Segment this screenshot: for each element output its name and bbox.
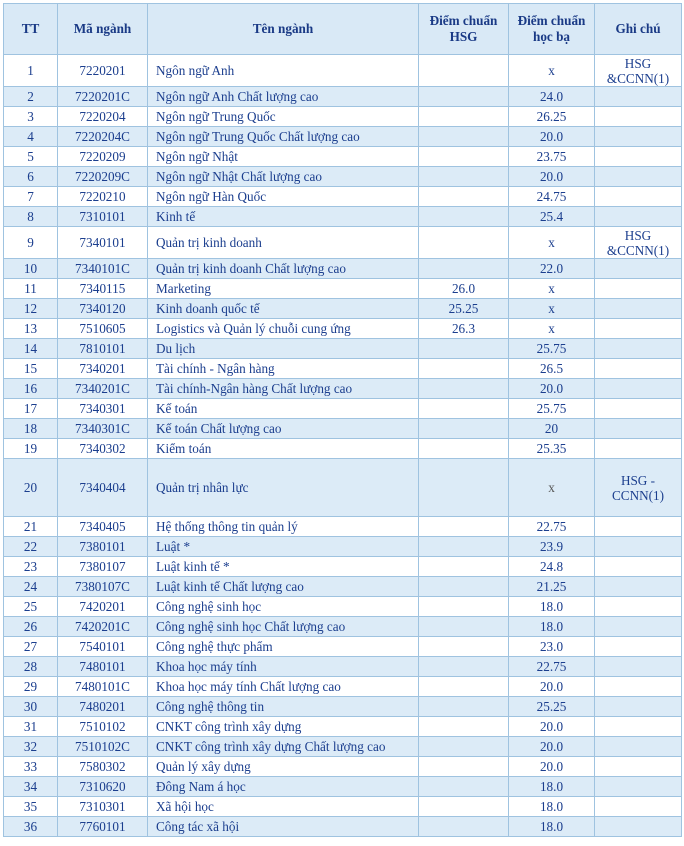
cell-diem-hsg: [419, 637, 509, 657]
cell-ma-nganh: 7380101: [58, 537, 148, 557]
cell-tt: 6: [4, 167, 58, 187]
cell-diem-hoc-ba: 24.0: [509, 87, 595, 107]
cell-diem-hsg: [419, 517, 509, 537]
cell-tt: 25: [4, 597, 58, 617]
cell-ghi-chu: [595, 797, 682, 817]
cell-diem-hsg: [419, 717, 509, 737]
cell-ghi-chu: HSG &CCNN(1): [595, 55, 682, 87]
cell-diem-hoc-ba: 18.0: [509, 797, 595, 817]
table-row: [4, 557, 682, 577]
cell-diem-hsg: [419, 557, 509, 577]
cell-diem-hsg: [419, 817, 509, 837]
cell-ten-nganh: Kiểm toán: [148, 439, 419, 459]
header-ten-nganh: Tên ngành: [148, 4, 419, 55]
cell-ten-nganh: Ngôn ngữ Trung Quốc: [148, 107, 419, 127]
header-row: [4, 4, 682, 55]
cell-tt: 13: [4, 319, 58, 339]
cell-diem-hoc-ba: 20.0: [509, 379, 595, 399]
cell-tt: 17: [4, 399, 58, 419]
cell-ten-nganh: Hệ thống thông tin quản lý: [148, 517, 419, 537]
cell-ten-nganh: Ngôn ngữ Trung Quốc Chất lượng cao: [148, 127, 419, 147]
table-row: [4, 597, 682, 617]
cell-diem-hoc-ba: x: [509, 299, 595, 319]
cell-diem-hsg: [419, 537, 509, 557]
cell-ghi-chu: [595, 697, 682, 717]
cell-diem-hsg: [419, 617, 509, 637]
cell-diem-hoc-ba: 20: [509, 419, 595, 439]
cell-diem-hoc-ba: 20.0: [509, 167, 595, 187]
cell-ma-nganh: 7510605: [58, 319, 148, 339]
cell-diem-hsg: [419, 379, 509, 399]
cell-ten-nganh: Công nghệ sinh học Chất lượng cao: [148, 617, 419, 637]
cell-tt: 31: [4, 717, 58, 737]
cell-tt: 20: [4, 459, 58, 517]
cell-diem-hsg: [419, 127, 509, 147]
cell-diem-hoc-ba: x: [509, 55, 595, 87]
cell-tt: 34: [4, 777, 58, 797]
cell-diem-hoc-ba: 23.75: [509, 147, 595, 167]
cell-diem-hsg: [419, 167, 509, 187]
table-row: [4, 697, 682, 717]
cell-ma-nganh: 7340101C: [58, 259, 148, 279]
table-row: [4, 717, 682, 737]
table-row: [4, 617, 682, 637]
cell-diem-hoc-ba: 20.0: [509, 127, 595, 147]
cell-tt: 14: [4, 339, 58, 359]
cell-ghi-chu: [595, 439, 682, 459]
cell-tt: 9: [4, 227, 58, 259]
cell-ghi-chu: [595, 259, 682, 279]
cell-ma-nganh: 7310301: [58, 797, 148, 817]
cell-diem-hoc-ba: x: [509, 227, 595, 259]
table-row: [4, 167, 682, 187]
cell-diem-hoc-ba: 25.75: [509, 399, 595, 419]
cell-ten-nganh: Marketing: [148, 279, 419, 299]
cell-ghi-chu: [595, 299, 682, 319]
cell-diem-hsg: [419, 207, 509, 227]
cell-tt: 24: [4, 577, 58, 597]
cell-ten-nganh: Kinh doanh quốc tế: [148, 299, 419, 319]
cell-diem-hoc-ba: 20.0: [509, 677, 595, 697]
cell-diem-hsg: [419, 797, 509, 817]
cell-diem-hsg: [419, 737, 509, 757]
cell-ma-nganh: 7220209C: [58, 167, 148, 187]
table-body: [4, 55, 682, 837]
cell-diem-hsg: [419, 419, 509, 439]
cell-ten-nganh: Luật *: [148, 537, 419, 557]
table-row: [4, 737, 682, 757]
table-row: [4, 459, 682, 517]
cell-diem-hsg: [419, 187, 509, 207]
cell-diem-hsg: [419, 757, 509, 777]
table-row: [4, 207, 682, 227]
cell-ma-nganh: 7310620: [58, 777, 148, 797]
cell-tt: 2: [4, 87, 58, 107]
cell-ten-nganh: Đông Nam á học: [148, 777, 419, 797]
cell-diem-hsg: [419, 439, 509, 459]
cell-ten-nganh: Kế toán: [148, 399, 419, 419]
cell-ma-nganh: 7340201C: [58, 379, 148, 399]
cell-ghi-chu: HSG - CCNN(1): [595, 459, 682, 517]
cell-diem-hsg: 25.25: [419, 299, 509, 319]
cell-tt: 12: [4, 299, 58, 319]
cell-ten-nganh: Khoa học máy tính: [148, 657, 419, 677]
table-row: [4, 379, 682, 399]
cell-ghi-chu: [595, 167, 682, 187]
cell-ghi-chu: [595, 597, 682, 617]
table-row: [4, 259, 682, 279]
cell-ghi-chu: [595, 359, 682, 379]
cell-ghi-chu: [595, 399, 682, 419]
cell-ma-nganh: 7510102C: [58, 737, 148, 757]
cell-diem-hoc-ba: 20.0: [509, 717, 595, 737]
table-row: [4, 517, 682, 537]
cell-tt: 23: [4, 557, 58, 577]
cell-diem-hsg: [419, 87, 509, 107]
table-row: [4, 227, 682, 259]
cell-ghi-chu: [595, 777, 682, 797]
cell-ten-nganh: Kinh tế: [148, 207, 419, 227]
cell-tt: 11: [4, 279, 58, 299]
table-row: [4, 577, 682, 597]
cell-ghi-chu: [595, 577, 682, 597]
cell-ghi-chu: [595, 617, 682, 637]
table-row: [4, 279, 682, 299]
cell-ma-nganh: 7340404: [58, 459, 148, 517]
cell-ghi-chu: [595, 637, 682, 657]
cell-ten-nganh: Khoa học máy tính Chất lượng cao: [148, 677, 419, 697]
cell-ghi-chu: HSG &CCNN(1): [595, 227, 682, 259]
cell-ma-nganh: 7340302: [58, 439, 148, 459]
cell-diem-hoc-ba: 18.0: [509, 817, 595, 837]
cell-tt: 35: [4, 797, 58, 817]
cell-ma-nganh: 7480101C: [58, 677, 148, 697]
cell-tt: 5: [4, 147, 58, 167]
cell-ghi-chu: [595, 207, 682, 227]
table-row: [4, 657, 682, 677]
cell-diem-hsg: [419, 777, 509, 797]
cell-diem-hoc-ba: 24.75: [509, 187, 595, 207]
cell-ma-nganh: 7220210: [58, 187, 148, 207]
cell-ten-nganh: CNKT công trình xây dựng: [148, 717, 419, 737]
table-row: [4, 319, 682, 339]
cell-ten-nganh: Ngôn ngữ Nhật: [148, 147, 419, 167]
cell-ma-nganh: 7220201: [58, 55, 148, 87]
cell-ten-nganh: Quản trị kinh doanh: [148, 227, 419, 259]
table-row: [4, 817, 682, 837]
cell-diem-hoc-ba: x: [509, 319, 595, 339]
cell-diem-hoc-ba: 25.35: [509, 439, 595, 459]
cell-ma-nganh: 7540101: [58, 637, 148, 657]
cell-ma-nganh: 7340115: [58, 279, 148, 299]
cell-ghi-chu: [595, 717, 682, 737]
cell-diem-hoc-ba: 25.4: [509, 207, 595, 227]
cell-diem-hoc-ba: 22.75: [509, 657, 595, 677]
cell-ghi-chu: [595, 379, 682, 399]
table-row: [4, 187, 682, 207]
cell-diem-hoc-ba: 25.25: [509, 697, 595, 717]
cell-diem-hoc-ba: 22.0: [509, 259, 595, 279]
cell-tt: 21: [4, 517, 58, 537]
header-ghi-chu: Ghi chú: [595, 4, 682, 55]
cell-ghi-chu: [595, 537, 682, 557]
cell-tt: 33: [4, 757, 58, 777]
cell-ma-nganh: 7480201: [58, 697, 148, 717]
cell-ghi-chu: [595, 147, 682, 167]
table-row: [4, 777, 682, 797]
cell-ma-nganh: 7340301C: [58, 419, 148, 439]
cell-ma-nganh: 7760101: [58, 817, 148, 837]
cell-tt: 3: [4, 107, 58, 127]
cell-ghi-chu: [595, 657, 682, 677]
cell-tt: 29: [4, 677, 58, 697]
cell-ma-nganh: 7810101: [58, 339, 148, 359]
cell-ten-nganh: Quản lý xây dựng: [148, 757, 419, 777]
cell-tt: 1: [4, 55, 58, 87]
cell-diem-hoc-ba: 21.25: [509, 577, 595, 597]
cell-ghi-chu: [595, 677, 682, 697]
cell-tt: 15: [4, 359, 58, 379]
cell-ten-nganh: Luật kinh tế Chất lượng cao: [148, 577, 419, 597]
header-ma-nganh: Mã ngành: [58, 4, 148, 55]
cell-ten-nganh: Công nghệ thực phẩm: [148, 637, 419, 657]
cell-diem-hoc-ba: 26.25: [509, 107, 595, 127]
cell-diem-hoc-ba: 20.0: [509, 757, 595, 777]
cell-ma-nganh: 7340120: [58, 299, 148, 319]
cell-ma-nganh: 7580302: [58, 757, 148, 777]
table-row: [4, 107, 682, 127]
cell-ten-nganh: Ngôn ngữ Nhật Chất lượng cao: [148, 167, 419, 187]
cell-ten-nganh: Logistics và Quản lý chuỗi cung ứng: [148, 319, 419, 339]
cell-ten-nganh: Kế toán Chất lượng cao: [148, 419, 419, 439]
cell-diem-hoc-ba: 26.5: [509, 359, 595, 379]
table-header: [4, 4, 682, 55]
cell-tt: 36: [4, 817, 58, 837]
cell-ghi-chu: [595, 817, 682, 837]
cell-diem-hsg: [419, 147, 509, 167]
cell-tt: 28: [4, 657, 58, 677]
table-row: [4, 637, 682, 657]
table-row: [4, 797, 682, 817]
cell-ma-nganh: 7380107C: [58, 577, 148, 597]
cell-ma-nganh: 7510102: [58, 717, 148, 737]
table-row: [4, 55, 682, 87]
header-diem-hsg: Điểm chuẩn HSG: [419, 4, 509, 55]
header-tt: TT: [4, 4, 58, 55]
cell-tt: 30: [4, 697, 58, 717]
table-row: [4, 359, 682, 379]
cell-diem-hsg: [419, 657, 509, 677]
cell-ten-nganh: Ngôn ngữ Anh: [148, 55, 419, 87]
cell-ten-nganh: Ngôn ngữ Hàn Quốc: [148, 187, 419, 207]
cell-diem-hsg: [419, 227, 509, 259]
cell-diem-hsg: [419, 399, 509, 419]
cell-diem-hsg: [419, 577, 509, 597]
cell-ghi-chu: [595, 757, 682, 777]
cell-ghi-chu: [595, 319, 682, 339]
cell-diem-hoc-ba: 20.0: [509, 737, 595, 757]
cell-ghi-chu: [595, 279, 682, 299]
admission-score-table: [3, 3, 682, 837]
cell-diem-hoc-ba: 23.9: [509, 537, 595, 557]
cell-tt: 27: [4, 637, 58, 657]
cell-tt: 18: [4, 419, 58, 439]
cell-diem-hsg: 26.0: [419, 279, 509, 299]
cell-tt: 16: [4, 379, 58, 399]
cell-ten-nganh: Công tác xã hội: [148, 817, 419, 837]
cell-ma-nganh: 7420201: [58, 597, 148, 617]
cell-ten-nganh: Quản trị nhân lực: [148, 459, 419, 517]
cell-diem-hoc-ba: 18.0: [509, 597, 595, 617]
table-row: [4, 147, 682, 167]
cell-tt: 26: [4, 617, 58, 637]
cell-tt: 7: [4, 187, 58, 207]
cell-diem-hoc-ba: 22.75: [509, 517, 595, 537]
cell-tt: 22: [4, 537, 58, 557]
table-row: [4, 299, 682, 319]
cell-ghi-chu: [595, 107, 682, 127]
cell-ten-nganh: Công nghệ thông tin: [148, 697, 419, 717]
cell-diem-hoc-ba: 18.0: [509, 617, 595, 637]
table-row: [4, 677, 682, 697]
cell-diem-hoc-ba: 24.8: [509, 557, 595, 577]
cell-diem-hoc-ba: x: [509, 279, 595, 299]
header-diem-hoc-ba: Điểm chuẩn học bạ: [509, 4, 595, 55]
cell-diem-hsg: [419, 359, 509, 379]
cell-diem-hoc-ba: 23.0: [509, 637, 595, 657]
cell-ma-nganh: 7340101: [58, 227, 148, 259]
cell-ma-nganh: 7480101: [58, 657, 148, 677]
cell-ma-nganh: 7340301: [58, 399, 148, 419]
cell-diem-hsg: [419, 339, 509, 359]
table-row: [4, 537, 682, 557]
cell-tt: 32: [4, 737, 58, 757]
cell-diem-hsg: [419, 55, 509, 87]
cell-ghi-chu: [595, 737, 682, 757]
cell-diem-hoc-ba: x: [509, 459, 595, 517]
table-row: [4, 399, 682, 419]
cell-diem-hsg: [419, 107, 509, 127]
cell-ghi-chu: [595, 517, 682, 537]
cell-diem-hsg: [419, 459, 509, 517]
cell-ghi-chu: [595, 339, 682, 359]
table-row: [4, 87, 682, 107]
cell-ten-nganh: CNKT công trình xây dựng Chất lượng cao: [148, 737, 419, 757]
cell-ten-nganh: Xã hội học: [148, 797, 419, 817]
table-row: [4, 339, 682, 359]
cell-diem-hsg: [419, 677, 509, 697]
cell-ma-nganh: 7340201: [58, 359, 148, 379]
cell-tt: 10: [4, 259, 58, 279]
table-row: [4, 757, 682, 777]
cell-ma-nganh: 7220209: [58, 147, 148, 167]
cell-tt: 4: [4, 127, 58, 147]
cell-ma-nganh: 7340405: [58, 517, 148, 537]
cell-ma-nganh: 7220201C: [58, 87, 148, 107]
cell-tt: 19: [4, 439, 58, 459]
cell-ten-nganh: Quản trị kinh doanh Chất lượng cao: [148, 259, 419, 279]
cell-diem-hoc-ba: 25.75: [509, 339, 595, 359]
cell-ma-nganh: 7220204: [58, 107, 148, 127]
table-row: [4, 419, 682, 439]
cell-ten-nganh: Luật kinh tế *: [148, 557, 419, 577]
cell-ghi-chu: [595, 187, 682, 207]
cell-diem-hsg: [419, 597, 509, 617]
cell-ma-nganh: 7220204C: [58, 127, 148, 147]
cell-tt: 8: [4, 207, 58, 227]
cell-ghi-chu: [595, 87, 682, 107]
cell-ten-nganh: Ngôn ngữ Anh Chất lượng cao: [148, 87, 419, 107]
cell-diem-hoc-ba: 18.0: [509, 777, 595, 797]
cell-ten-nganh: Công nghệ sinh học: [148, 597, 419, 617]
cell-ghi-chu: [595, 557, 682, 577]
table-row: [4, 439, 682, 459]
cell-ma-nganh: 7420201C: [58, 617, 148, 637]
cell-ghi-chu: [595, 127, 682, 147]
cell-diem-hsg: 26.3: [419, 319, 509, 339]
cell-diem-hsg: [419, 697, 509, 717]
cell-diem-hsg: [419, 259, 509, 279]
cell-ma-nganh: 7310101: [58, 207, 148, 227]
cell-ghi-chu: [595, 419, 682, 439]
cell-ten-nganh: Tài chính-Ngân hàng Chất lượng cao: [148, 379, 419, 399]
table-row: [4, 127, 682, 147]
cell-ma-nganh: 7380107: [58, 557, 148, 577]
cell-ten-nganh: Du lịch: [148, 339, 419, 359]
cell-ten-nganh: Tài chính - Ngân hàng: [148, 359, 419, 379]
